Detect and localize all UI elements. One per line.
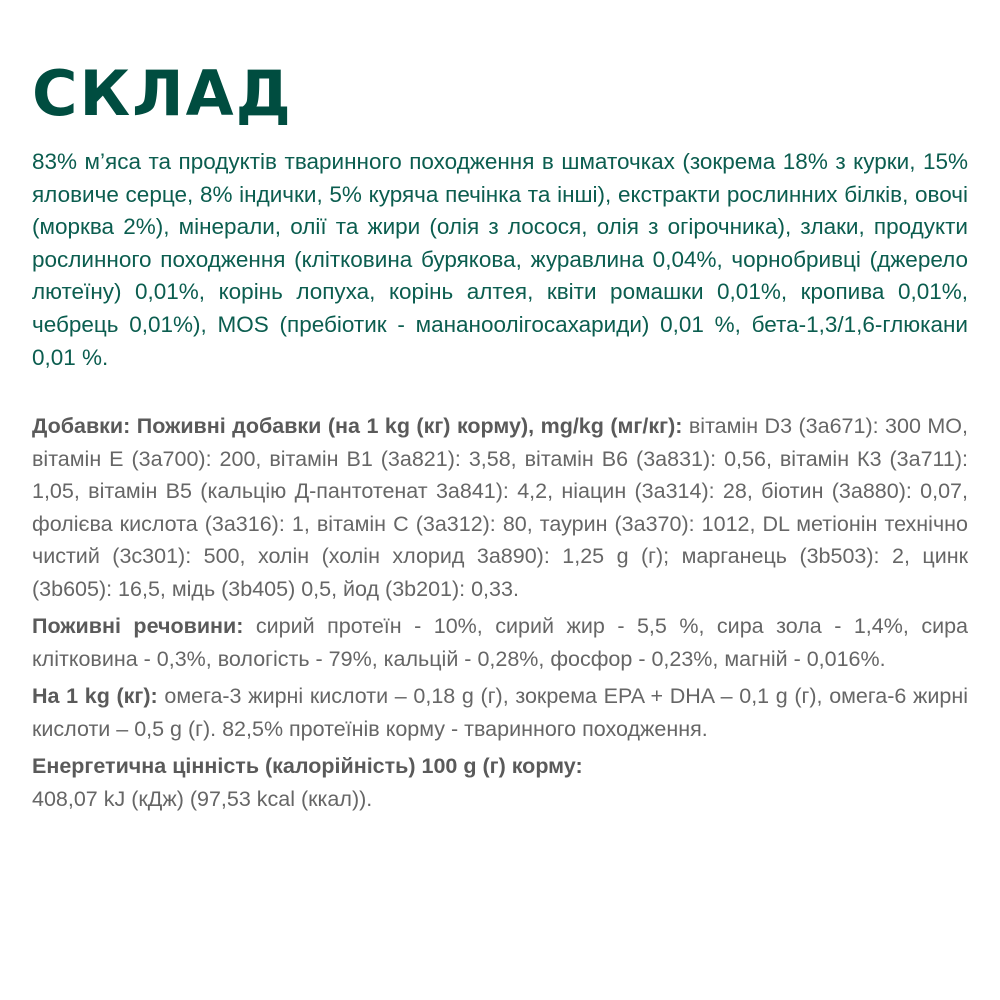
energy-label: Енергетична цінність (калорійність) 100 g (г) корму: — [32, 754, 583, 779]
additives-paragraph — [32, 410, 968, 605]
details-section — [32, 410, 968, 815]
additives-text: вітамін D3 (3a671): 300 МО, вітамін Е (3a700): 200, вітамін B1 (3a821): 3,58, вітамін B6 (3a831): 0,56, вітамін К3 (3a711): 1,05, вітамін B5 (кальцію Д-пантотенат 3a841): 4,2, ніацин (3a314): 28, біотин (3a880): 0,07, фолієва кислота (3a316): 1, вітамін С (3a312): 80, таурин (3a370): 1012, DL метіонін технічно чистий (3c301): 500, холін (холін хлорид 3a890): 1,25 g (г); марганець (3b503): 2, цинк (3b605): 16,5, мідь (3b405) 0,5, йод (3b201): 0,33. — [32, 414, 968, 601]
per-kg-paragraph — [32, 680, 968, 745]
nutrients-text: сирий протеїн - 10%, сирий жир - 5,5 %, сира зола - 1,4%, сира клітковина - 0,3%, вологість - 79%, кальцій - 0,28%, фосфор - 0,23%, магній - 0,016%. — [32, 614, 968, 671]
ingredients-page — [32, 56, 968, 820]
per-kg-label: На 1 kg (кг): — [32, 684, 158, 709]
energy-paragraph — [32, 750, 968, 815]
energy-text: 408,07 kJ (кДж) (97,53 kcal (ккал)). — [32, 786, 373, 811]
nutrients-label: Поживні речовини: — [32, 614, 244, 639]
per-kg-text: омега-3 жирні кислоти – 0,18 g (г), зокрема EPA + DHA – 0,1 g (г), омега-6 жирні кислоти – 0,5 g (г). 82,5% протеїнів корму - тваринного походження. — [32, 684, 968, 741]
composition-text: 83% м’яса та продуктів тваринного походження в шматочках (зокрема 18% з курки, 15% яловиче серце, 8% індички, 5% куряча печінка та інші), екстракти рослинних білків, овочі (морква 2%), мінерали, олії та жири (олія з лосося, олія з огірочника), злаки, продукти рослинного походження (клітковина бурякова, журавлина 0,04%, чорнобривці (джерело лютеїну) 0,01%, корінь лопуха, корінь алтея, квіти ромашки 0,01%, кропива 0,01%, чебрець 0,01%), MOS (пребіотик - мананоолігосахариди) 0,01 %, бета-1,3/1,6-глюкани 0,01 %. — [32, 149, 968, 370]
additives-label: Добавки: Поживні добавки (на 1 kg (кг) корму), mg/kg (мг/кг): — [32, 414, 683, 439]
nutrients-paragraph — [32, 610, 968, 675]
page-title: СКЛАД — [32, 57, 293, 130]
